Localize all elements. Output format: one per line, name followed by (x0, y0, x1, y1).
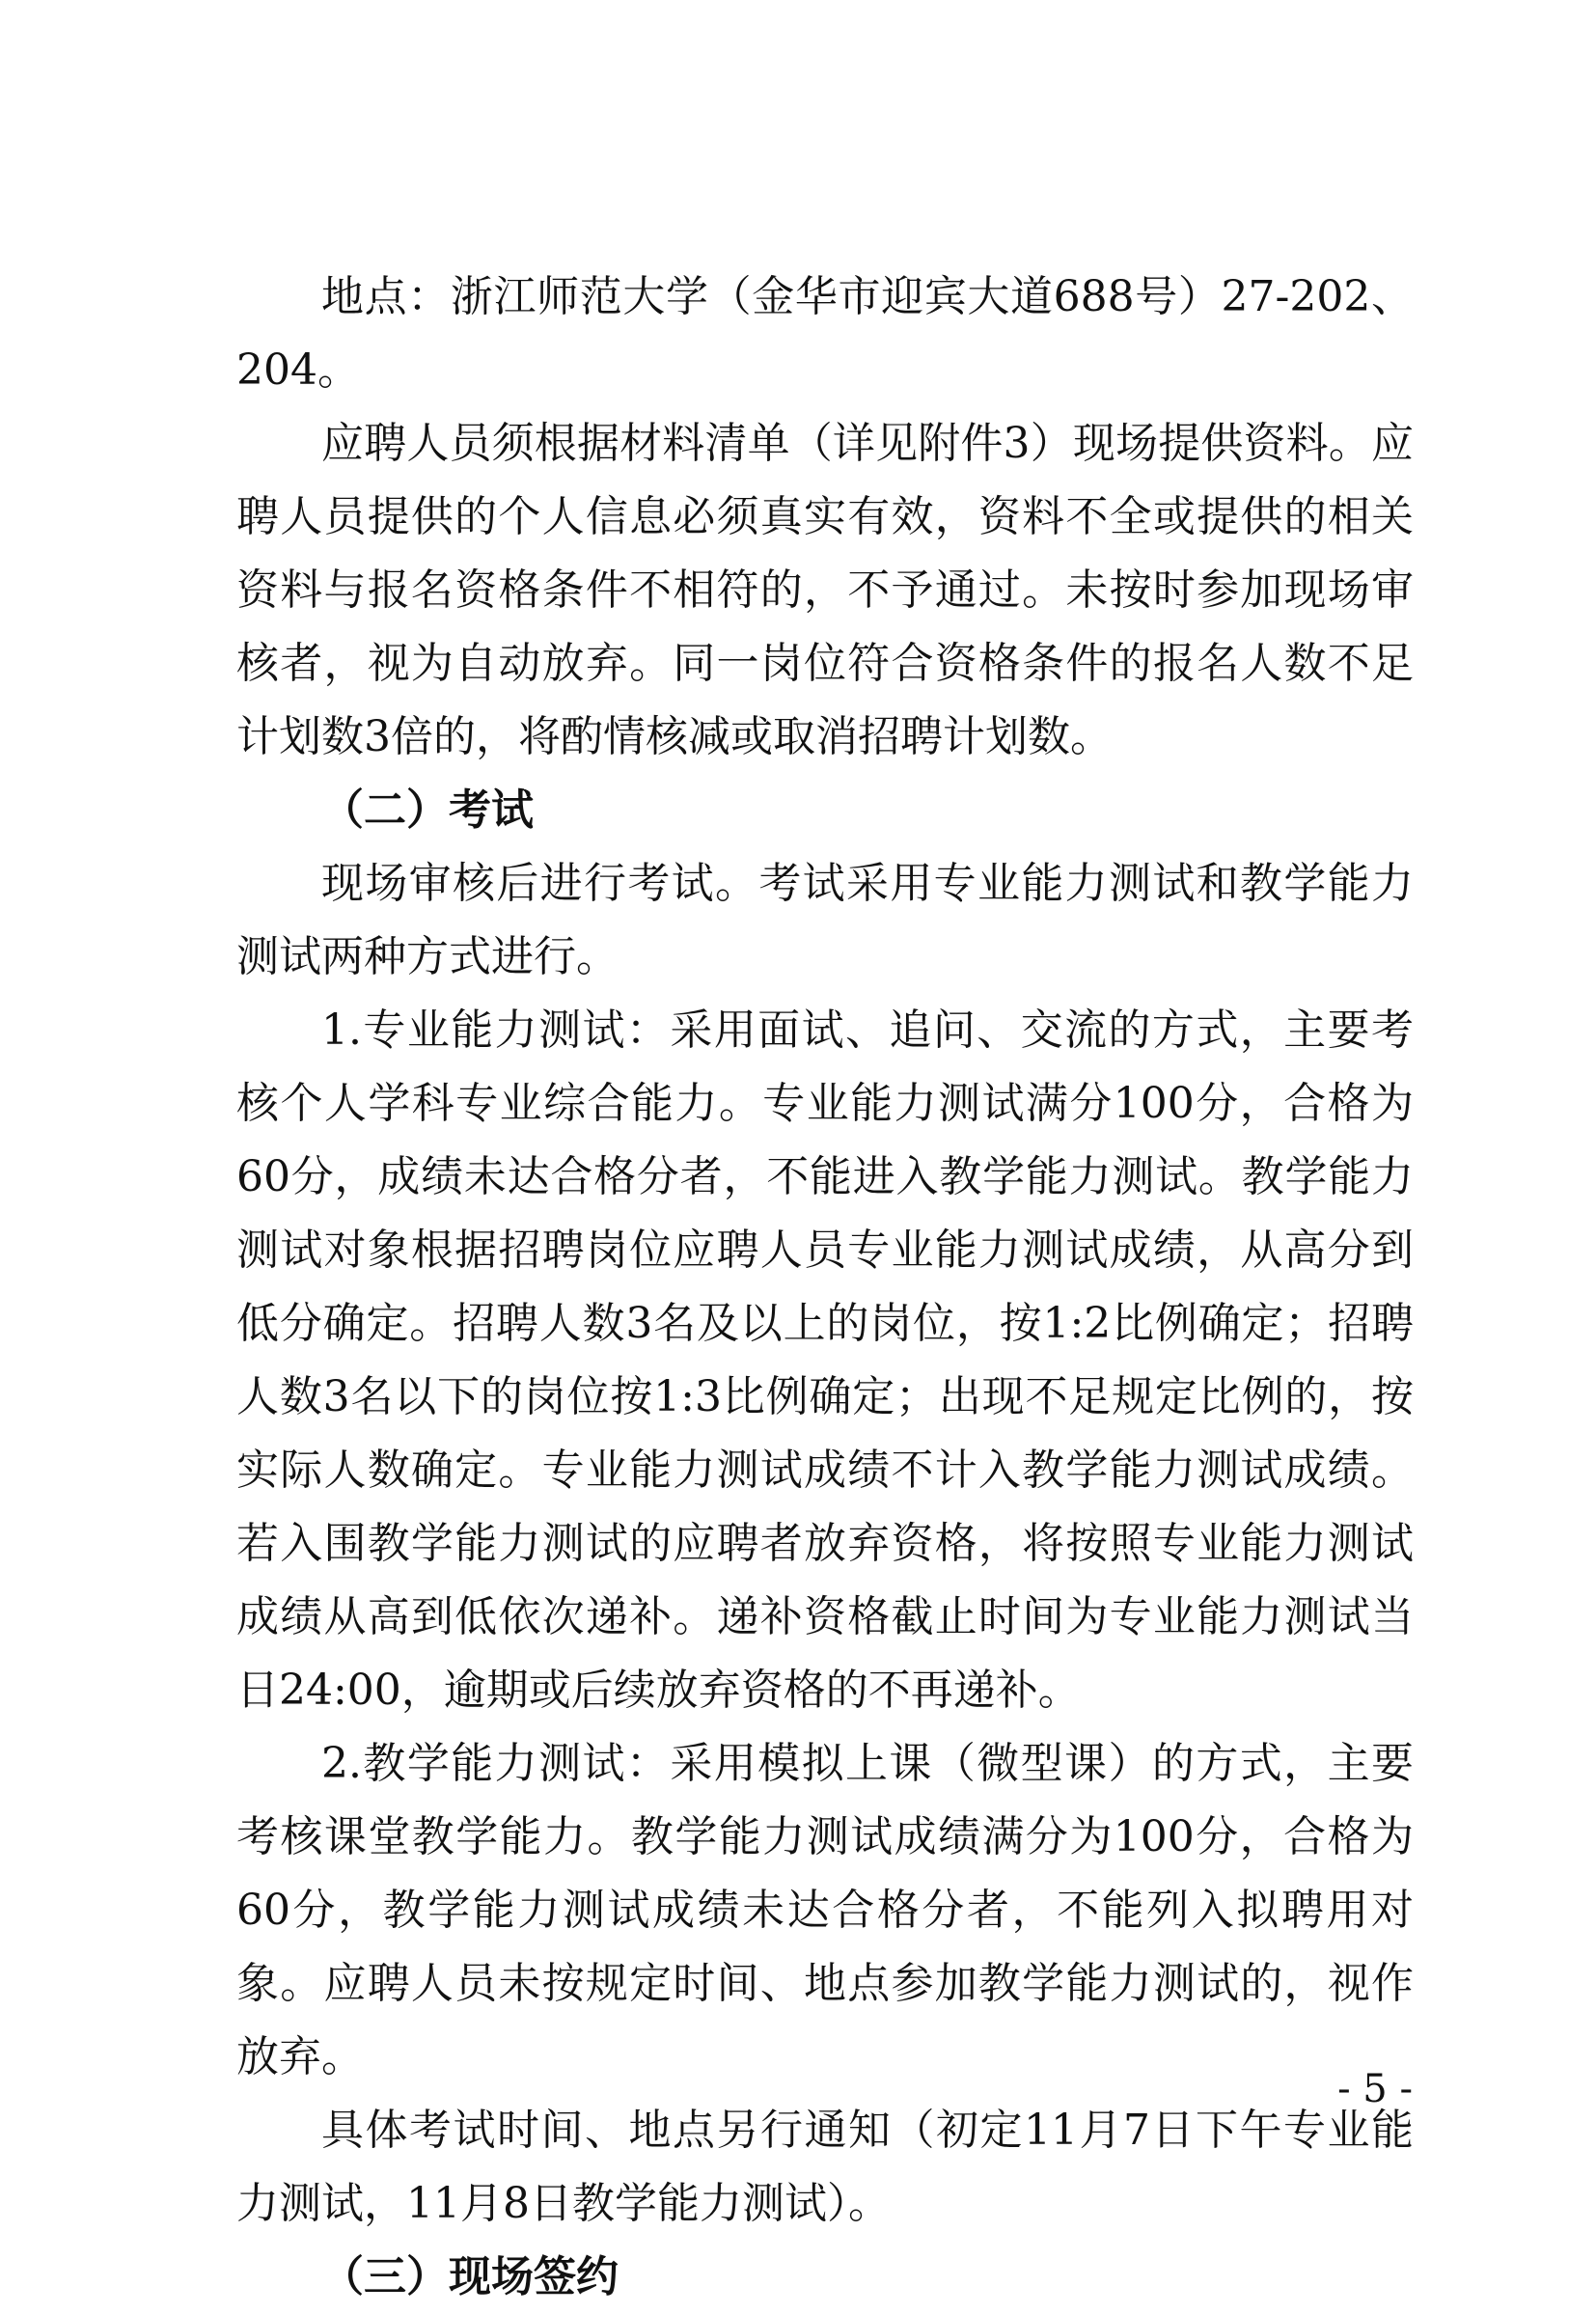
page-number: - 5 - (1337, 2067, 1413, 2111)
paragraph-teaching-test: 2.教学能力测试：采用模拟上课（微型课）的方式，主要考核课堂教学能力。教学能力测试成绩满分为100分，合格为60分，教学能力测试成绩未达合格分者，不能列入拟聘用对象。应聘人员未按规定时间、地点参加教学能力测试的，视作放弃。 (236, 1739, 1414, 2081)
paragraph-professional-test: 1.专业能力测试：采用面试、追问、交流的方式，主要考核个人学科专业综合能力。专业能力测试满分100分，合格为60分，成绩未达合格分者，不能进入教学能力测试。教学能力测试对象根据招聘岗位应聘人员专业能力测试成绩，从高分到低分确定。招聘人数3名及以上的岗位，按1:2比例确定；招聘人数3名以下的岗位按1:3比例确定；出现不足规定比例的，按实际人数确定。专业能力测试成绩不计入教学能力测试成绩。若入围教学能力测试的应聘者放弃资格，将按照专业能力测试成绩从高到低依次递补。递补资格截止时间为专业能力测试当日24:00，逾期或后续放弃资格的不再递补。 (236, 1005, 1414, 1715)
document-body (236, 261, 1414, 2314)
paragraph-exam-intro: 现场审核后进行考试。考试采用专业能力测试和教学能力测试两种方式进行。 (236, 859, 1414, 981)
paragraph-materials: 应聘人员须根据材料清单（详见附件3）现场提供资料。应聘人员提供的个人信息必须真实有效，资料不全或提供的相关资料与报名资格条件不相符的，不予通过。未按时参加现场审核者，视为自动放弃。同一岗位符合资格条件的报名人数不足计划数3倍的，将酌情核减或取消招聘计划数。 (236, 419, 1414, 761)
paragraph-location: 地点：浙江师范大学（金华市迎宾大道688号）27-202、204。 (236, 272, 1414, 395)
section-heading-signing: （三）现场签约 (321, 2252, 619, 2301)
paragraph-schedule: 具体考试时间、地点另行通知（初定11月7日下午专业能力测试，11月8日教学能力测试）。 (236, 2106, 1414, 2228)
section-heading-exam: （二）考试 (321, 785, 534, 835)
